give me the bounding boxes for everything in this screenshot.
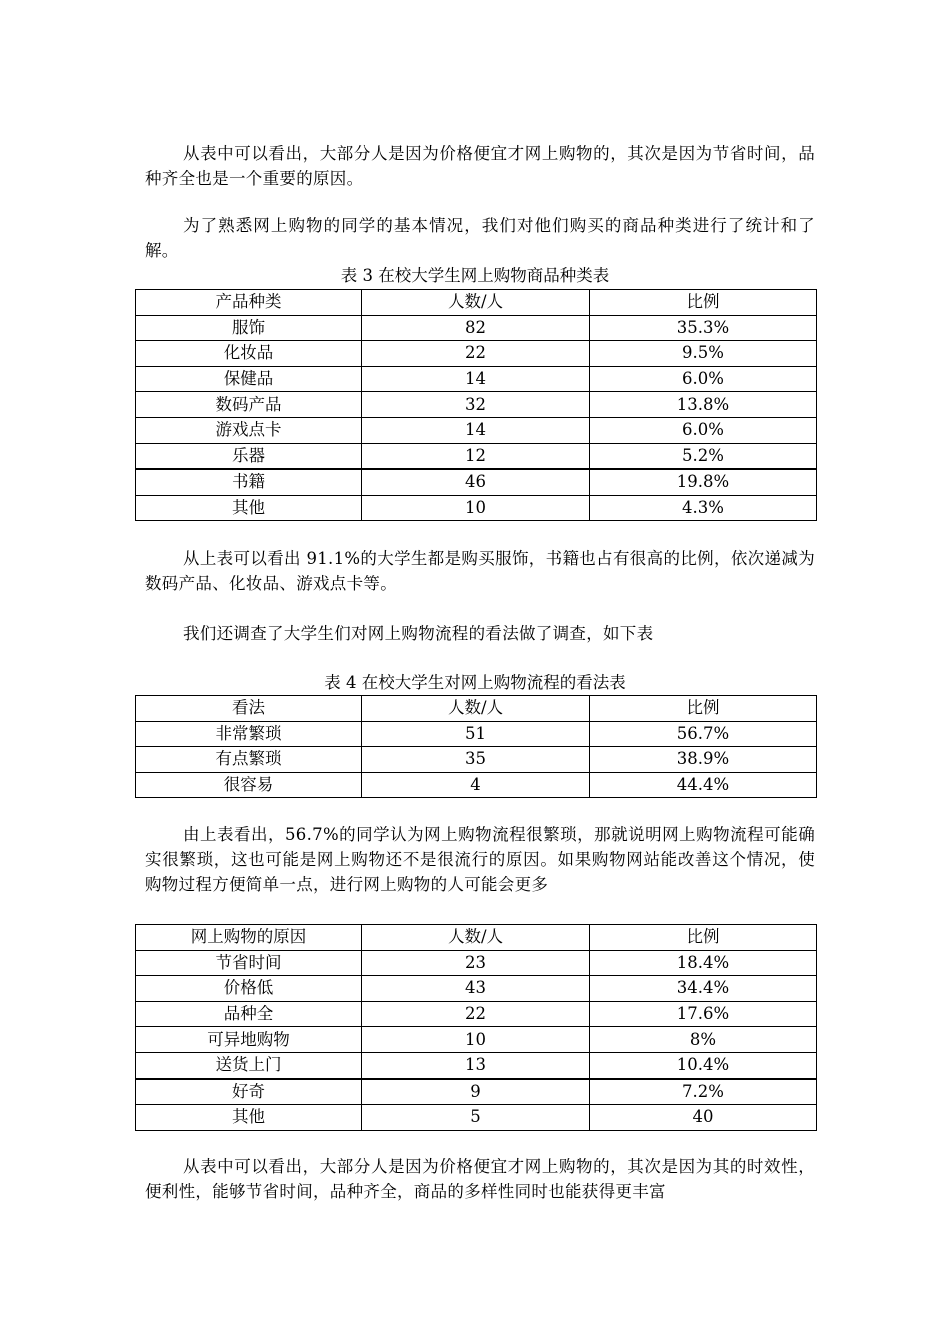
table-row [136,1001,817,1027]
table-cell: 4.3% [590,495,817,521]
table-cell: 19.8% [590,469,817,495]
table-row [136,341,817,367]
table-header-cell: 人数/人 [362,696,590,722]
table-cell: 5 [362,1105,590,1131]
table-row [136,721,817,747]
table-header-cell: 人数/人 [362,925,590,951]
table-header-cell: 看法 [136,696,362,722]
table-row [136,417,817,443]
table-header-cell: 网上购物的原因 [136,925,362,951]
table-cell: 4 [362,772,590,798]
table-header-row [136,925,817,951]
table-cell: 服饰 [136,315,362,341]
table-row [136,469,817,495]
table-cell: 51 [362,721,590,747]
table4-caption: 表 4 在校大学生对网上购物流程的看法表 [324,673,626,692]
table-cell: 5.2% [590,443,817,469]
table-header-cell: 产品种类 [136,290,362,316]
table-cell: 游戏点卡 [136,417,362,443]
paragraph-2: 为了熟悉网上购物的同学的基本情况，我们对他们购买的商品种类进行了统计和了解。 [145,216,815,260]
table-row [136,976,817,1002]
table-cell: 9 [362,1079,590,1105]
table-cell: 22 [362,1001,590,1027]
table-cell: 22 [362,341,590,367]
table-cell: 32 [362,392,590,418]
table4 [135,695,817,798]
table-cell: 书籍 [136,469,362,495]
table-cell: 56.7% [590,721,817,747]
table-cell: 6.0% [590,417,817,443]
table-row [136,747,817,773]
table-header-cell: 比例 [590,290,817,316]
table-cell: 有点繁琐 [136,747,362,773]
table-cell: 其他 [136,1105,362,1131]
table-cell: 14 [362,417,590,443]
table-cell: 品种全 [136,1001,362,1027]
table-row [136,1079,817,1105]
table-row [136,366,817,392]
table-row [136,392,817,418]
table-header-cell: 比例 [590,696,817,722]
table-cell: 18.4% [590,950,817,976]
table-cell: 6.0% [590,366,817,392]
table-cell: 44.4% [590,772,817,798]
table-cell: 保健品 [136,366,362,392]
table-cell: 价格低 [136,976,362,1002]
table-cell: 13.8% [590,392,817,418]
table-cell: 46 [362,469,590,495]
table-cell: 乐器 [136,443,362,469]
table-row [136,315,817,341]
table-cell: 14 [362,366,590,392]
table3 [135,289,817,521]
table-header-cell: 人数/人 [362,290,590,316]
table-cell: 数码产品 [136,392,362,418]
table-cell: 40 [590,1105,817,1131]
table-cell: 好奇 [136,1079,362,1105]
table-cell: 17.6% [590,1001,817,1027]
table-cell: 10 [362,1027,590,1053]
table-cell: 节省时间 [136,950,362,976]
table-cell: 35 [362,747,590,773]
table-row [136,1027,817,1053]
table-row [136,772,817,798]
table-cell: 10 [362,495,590,521]
table-cell: 82 [362,315,590,341]
table-cell: 10.4% [590,1052,817,1078]
table-row [136,1105,817,1131]
table-cell: 可异地购物 [136,1027,362,1053]
table-row [136,443,817,469]
table-header-cell: 比例 [590,925,817,951]
table-cell: 7.2% [590,1079,817,1105]
table-cell: 很容易 [136,772,362,798]
table-cell: 非常繁琐 [136,721,362,747]
table5 [135,924,817,1131]
table-cell: 其他 [136,495,362,521]
paragraph-5: 由上表看出，56.7%的同学认为网上购物流程很繁琐，那就说明网上购物流程可能确实很繁琐，这也可能是网上购物还不是很流行的原因。如果购物网站能改善这个情况，使购物过程方便简单一点，进行网上购物的人可能会更多 [145,825,815,894]
table-row [136,950,817,976]
paragraph-3: 从上表可以看出 91.1%的大学生都是购买服饰，书籍也占有很高的比例，依次递减为数码产品、化妆品、游戏点卡等。 [145,549,815,593]
table-cell: 13 [362,1052,590,1078]
table3-caption: 表 3 在校大学生网上购物商品种类表 [340,266,610,285]
table-cell: 38.9% [590,747,817,773]
table-cell: 34.4% [590,976,817,1002]
table-cell: 化妆品 [136,341,362,367]
paragraph-4: 我们还调查了大学生们对网上购物流程的看法做了调查，如下表 [183,624,654,643]
table-cell: 12 [362,443,590,469]
paragraph-6: 从表中可以看出，大部分人是因为价格便宜才网上购物的，其次是因为其的时效性，便利性，能够节省时间，品种齐全，商品的多样性同时也能获得更丰富 [145,1157,815,1201]
table-row [136,495,817,521]
table-cell: 43 [362,976,590,1002]
table-row [136,1052,817,1078]
table-cell: 9.5% [590,341,817,367]
table-cell: 送货上门 [136,1052,362,1078]
table-header-row [136,696,817,722]
table-cell: 8% [590,1027,817,1053]
paragraph-1: 从表中可以看出，大部分人是因为价格便宜才网上购物的，其次是因为节省时间，品种齐全也是一个重要的原因。 [145,144,815,188]
table-cell: 23 [362,950,590,976]
table-header-row [136,290,817,316]
table-cell: 35.3% [590,315,817,341]
